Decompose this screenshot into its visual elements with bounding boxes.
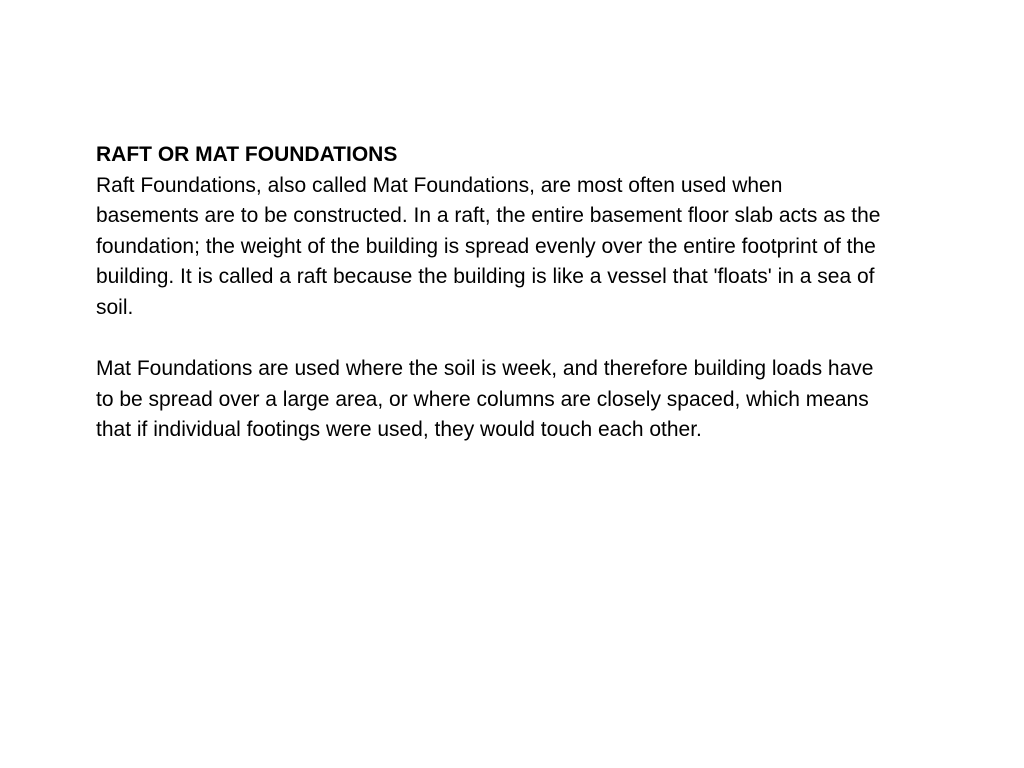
text-block	[96, 140, 886, 446]
paragraph-1: Raft Foundations, also called Mat Foundations, are most often used when basements are to be constructed. In a raft, the entire basement floor slab acts as the foundation; the weight of the building is spread evenly over the entire footprint of the building. It is called a raft because the building is like a vessel that 'floats' in a sea of soil.	[96, 173, 881, 319]
paragraph-2: Mat Foundations are used where the soil is week, and therefore building loads have to be spread over a large area, or where columns are closely spaced, which means that if individual footings were used, they would touch each other.	[96, 357, 874, 442]
paragraph-spacer	[96, 324, 886, 355]
slide-heading: RAFT OR MAT FOUNDATIONS	[96, 143, 398, 166]
